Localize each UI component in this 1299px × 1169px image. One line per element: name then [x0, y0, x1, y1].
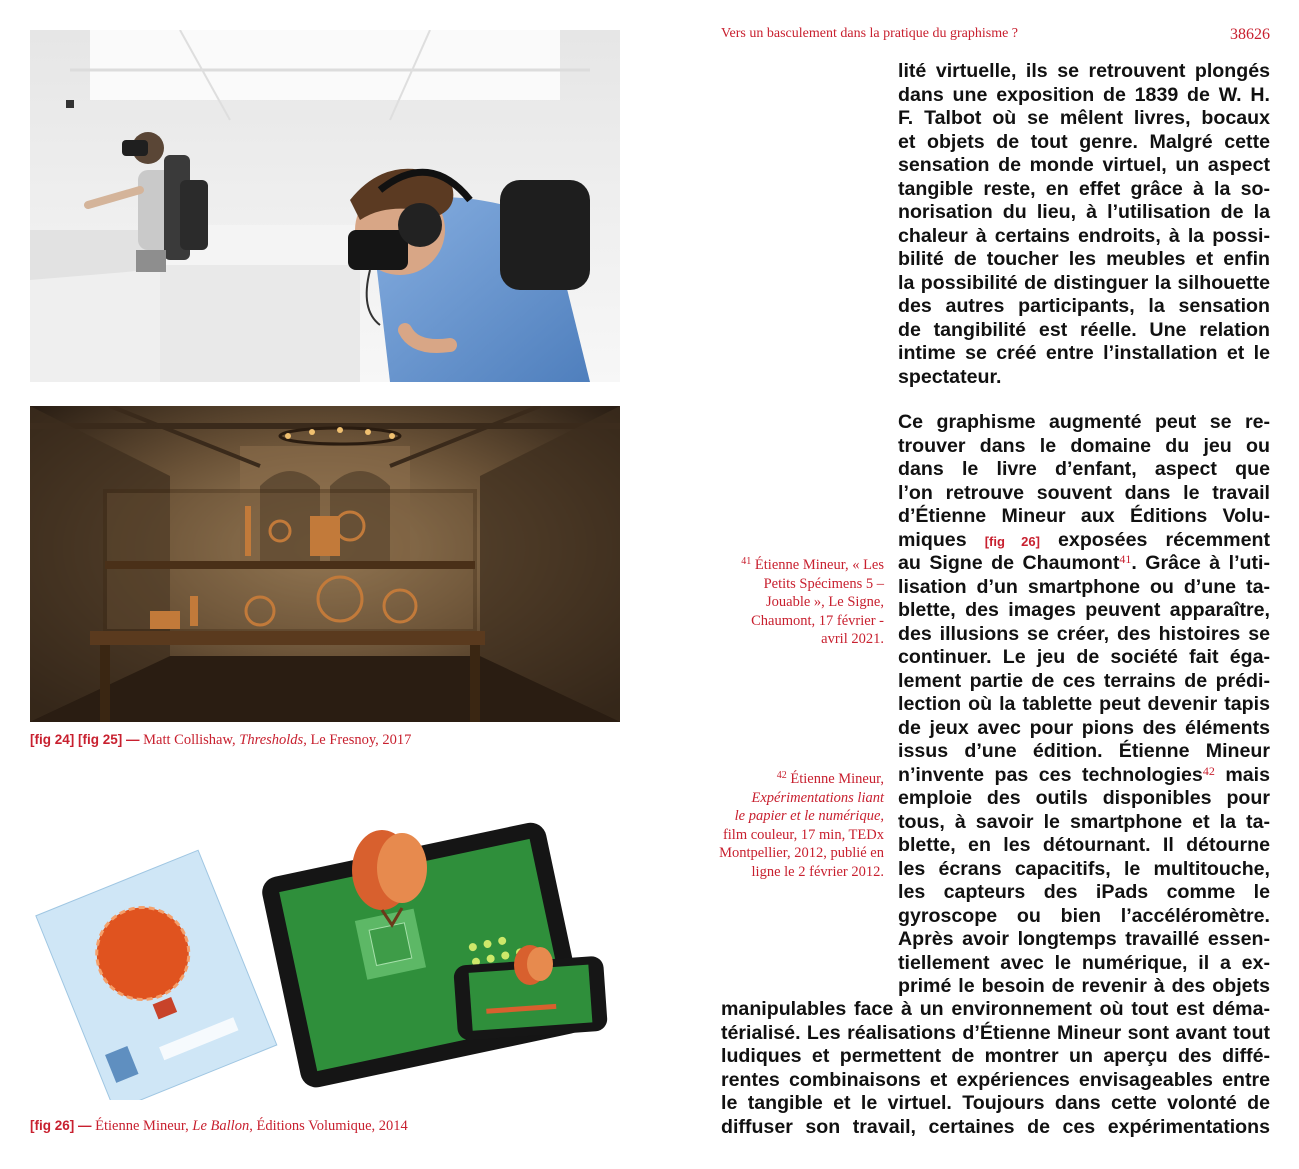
- text-line: lement partie de ces terrains de prédi-: [898, 669, 1270, 692]
- text-line: dans une exposition de 1839 de W. H.: [898, 83, 1270, 106]
- text-line: rentes combinaisons et expériences envisageables entre: [721, 1068, 1270, 1091]
- text-fragment: mais: [1214, 763, 1270, 786]
- text-line: chaleur à certains endroits, à la possi-: [898, 224, 1270, 247]
- sidenote-line: [714, 556, 884, 575]
- text-fragment: exposées récemment: [1039, 528, 1270, 551]
- figure-caption-26: [30, 1118, 408, 1135]
- text-line: Ce graphisme augmenté peut se re-: [898, 411, 1270, 433]
- text-line: térialisé. Les réalisations d’Étienne Mineur sont avant tout: [721, 1021, 1270, 1044]
- text-line: primé le besoin de revenir à des objets: [898, 975, 1270, 997]
- text-line: norisation du lieu, à l’utilisation de la: [898, 201, 1270, 223]
- text-fragment: . Grâce à l’uti-: [1131, 552, 1270, 574]
- text-line: spectateur.: [898, 365, 1002, 388]
- text-line: issus d’une édition. Étienne Mineur: [898, 740, 1270, 762]
- text-line: intime se créé entre l’installation et le: [898, 342, 1270, 364]
- text-line: de tangibilité est réelle. Une relation: [898, 318, 1270, 341]
- text-line: de jeux avec pour pions des éléments: [898, 716, 1270, 739]
- text-line: et objets de tout genre. Malgré cette: [898, 130, 1270, 153]
- caption-work-title: Thresholds: [239, 732, 304, 748]
- page-number: 38626: [1230, 26, 1270, 43]
- figure-caption-24-25: [30, 732, 411, 749]
- photo-vr-white-room: [30, 30, 620, 382]
- caption-author: Matt Collishaw,: [139, 732, 240, 748]
- sidenote-line-italic: [714, 807, 884, 826]
- text-line: ludiques et permettent de montrer un aperçu des diffé-: [721, 1045, 1270, 1067]
- sidenote-41: [714, 556, 884, 649]
- sidenote-number: 42: [776, 770, 787, 781]
- text-line: emploie des outils disponibles pour: [898, 787, 1270, 809]
- footnote-marker-42[interactable]: 42: [1202, 763, 1215, 778]
- text-line: blette, des images peuvent apparaître,: [898, 599, 1270, 621]
- sidenote-line: Jouable », Le Signe,: [766, 594, 884, 610]
- text-line: tiellement avec le numérique, il a ex-: [898, 951, 1270, 974]
- text-line: lité virtuelle, ils se retrouvent plongés: [898, 60, 1270, 82]
- text-line: F. Talbot où se mêlent livres, bocaux: [898, 107, 1270, 129]
- sidenote-work-title: le papier et le numérique,: [734, 808, 884, 824]
- sidenote-text: Étienne Mineur,: [790, 771, 884, 787]
- text-line: lisation d’un smartphone ou d’une ta-: [898, 575, 1270, 598]
- running-header-title: Vers un basculement dans la pratique du graphisme ?: [721, 26, 1019, 41]
- body-paragraph-2-wide: [721, 998, 1270, 1139]
- caption-work-title: Le Ballon: [192, 1118, 250, 1134]
- text-line: les capteurs des iPads comme le: [898, 881, 1270, 903]
- text-line: l’on retrouve souvent dans le travail: [898, 481, 1270, 504]
- sidenote-line: Montpellier, 2012, publié en: [719, 845, 884, 861]
- sidenote-line: [714, 770, 884, 789]
- sidenote-42: [714, 770, 884, 881]
- text-line: blette, en les détournant. Il détourne: [898, 834, 1270, 856]
- text-line: sensation de monde virtuel, un aspect: [898, 154, 1270, 176]
- text-line: Après avoir longtemps travaillé essen-: [898, 928, 1270, 950]
- photo-virtual-exhibition-room: [30, 406, 620, 722]
- caption-details: , Le Fresnoy, 2017: [303, 732, 412, 748]
- photo-le-ballon-book-tablet: [30, 780, 620, 1100]
- sidenote-line: film couleur, 17 min, TEDx: [722, 826, 884, 843]
- text-line: trouver dans le domaine du jeu ou: [898, 434, 1270, 457]
- footnote-marker-41[interactable]: 41: [1119, 552, 1132, 566]
- text-line: lection où la tablette peut devenir tapis: [898, 693, 1270, 715]
- sidenote-line: ligne le 2 février 2012.: [751, 863, 884, 880]
- text-line-fig-ref: [898, 529, 1270, 553]
- figure-tag[interactable]: [fig 26] —: [30, 1118, 92, 1133]
- text-line: le tangible et le virtuel. Toujours dans cette volonté de: [721, 1092, 1270, 1114]
- sidenote-text: Étienne Mineur, « Les: [754, 557, 884, 573]
- text-line: tangible reste, en effet grâce à la so-: [898, 177, 1270, 200]
- text-line: des autres participants, la sensation: [898, 295, 1270, 317]
- figure-tag[interactable]: [fig 24] [fig 25] —: [30, 732, 140, 747]
- caption-author: Étienne Mineur,: [91, 1118, 193, 1134]
- text-line: dans le livre d’enfant, aspect que: [898, 458, 1270, 480]
- sidenote-line: Chaumont, 17 février -: [751, 612, 884, 629]
- text-line: bilité de toucher les meubles et enfin: [898, 248, 1270, 270]
- text-line: des illusions se créer, des histoires se: [898, 622, 1270, 645]
- sidenote-line-italic: [714, 789, 884, 808]
- body-paragraph-1: [898, 60, 1270, 389]
- text-line: continuer. Le jeu de société fait éga-: [898, 646, 1270, 668]
- text-line: manipulables face à un environnement où tout est déma-: [721, 998, 1270, 1020]
- figure-reference-link[interactable]: [fig 26]: [984, 533, 1040, 549]
- text-line: gyroscope ou bien l’accéléromètre.: [898, 904, 1270, 927]
- text-line: les écrans capacitifs, le multitouche,: [898, 857, 1270, 880]
- text-line: diffuser son travail, certaines de ces expérimentations: [721, 1115, 1270, 1138]
- sidenote-work-title: Expérimentations liant: [751, 789, 884, 806]
- text-line: tous, à savoir le smartphone et la ta-: [898, 810, 1270, 833]
- caption-details: , Éditions Volumique, 2014: [249, 1118, 408, 1134]
- text-line-note-42: [898, 764, 1270, 788]
- text-line: d’Étienne Mineur aux Éditions Volu-: [898, 505, 1270, 527]
- text-fragment: au Signe de Chaumont: [898, 552, 1120, 574]
- body-paragraph-2: [898, 411, 1270, 999]
- sidenote-line: avril 2021.: [821, 631, 884, 647]
- sidenote-line: Petits Spécimens 5 –: [763, 575, 884, 592]
- text-line-note-41: [898, 552, 1270, 576]
- text-line: la possibilité de distinguer la silhouette: [898, 271, 1270, 294]
- text-fragment: n’invente pas ces technologies: [898, 763, 1203, 786]
- text-fragment: miques: [898, 528, 985, 551]
- sidenote-number: 41: [741, 556, 752, 567]
